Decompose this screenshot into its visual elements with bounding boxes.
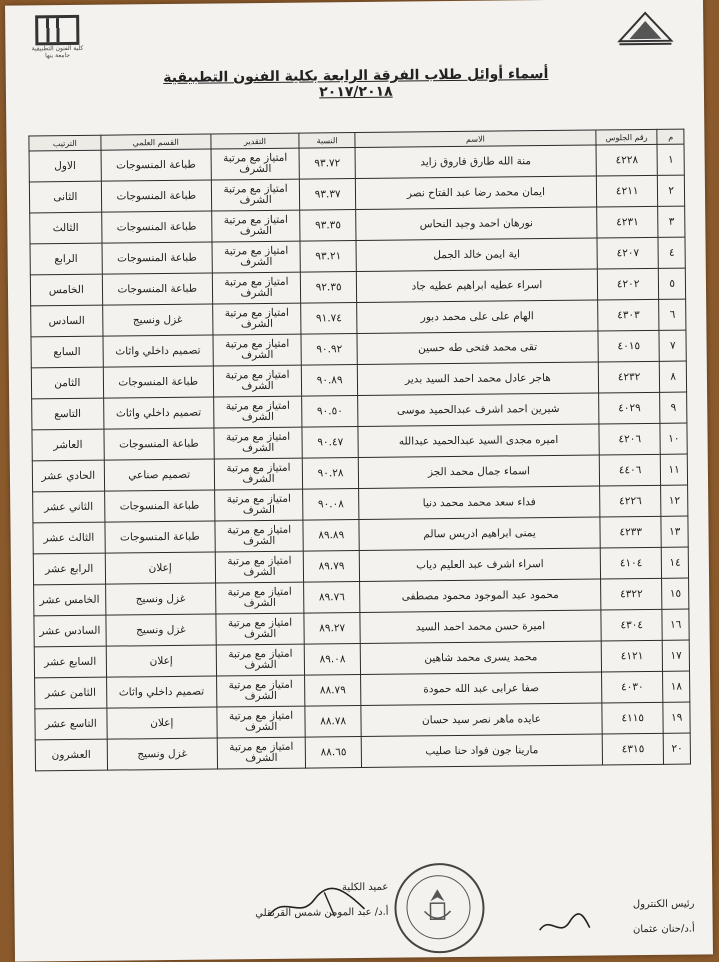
- cell-pct: ٩٠.٠٨: [303, 489, 359, 521]
- cell-seat: ٤٤٠٦: [599, 454, 661, 486]
- cell-num: ٩: [660, 392, 687, 423]
- cell-num: ١٣: [661, 516, 688, 547]
- cell-dept: تصميم داخلي واثاث: [103, 335, 213, 367]
- cell-rank: الرابع: [30, 243, 102, 275]
- cell-rank: الخامس: [30, 274, 102, 306]
- cell-name: اسراء عطيه ابراهيم عطيه جاد: [356, 269, 597, 303]
- cell-name: تقى محمد فتحى طه حسين: [357, 331, 598, 365]
- cell-pct: ٩٣.٣٧: [300, 179, 356, 211]
- cell-grade: امتياز مع مرتبة الشرف: [215, 551, 304, 583]
- cell-pct: ٩٠.٢٨: [303, 458, 359, 490]
- cell-grade: امتياز مع مرتبة الشرف: [211, 179, 300, 211]
- cell-pct: ٨٩.٢٧: [304, 612, 360, 644]
- cell-rank: السادس عشر: [34, 615, 106, 647]
- cell-seat: ٤٠٢٩: [599, 392, 661, 424]
- cell-pct: ٨٩.٠٨: [304, 643, 360, 675]
- document-page: [5, 0, 713, 962]
- cell-rank: الحادي عشر: [32, 460, 104, 492]
- cell-pct: ٩٣.٢١: [300, 241, 356, 273]
- cell-dept: طباعة المنسوجات: [101, 211, 211, 243]
- cell-num: ١٧: [663, 640, 690, 671]
- cell-rank: السابع: [31, 336, 103, 368]
- cell-dept: غزل ونسيج: [105, 583, 215, 615]
- cell-grade: امتياز مع مرتبة الشرف: [214, 458, 303, 490]
- cell-name: فداء سعد محمد محمد دنيا: [359, 486, 600, 520]
- cell-num: ١١: [661, 454, 688, 485]
- cell-rank: الثانى: [29, 181, 101, 213]
- cell-seat: ٤٣١٥: [602, 733, 664, 765]
- cell-grade: امتياز مع مرتبة الشرف: [211, 148, 300, 180]
- cell-grade: امتياز مع مرتبة الشرف: [214, 489, 303, 521]
- cell-rank: الثامن عشر: [35, 677, 107, 709]
- cell-name: نورهان احمد وجيد النحاس: [356, 207, 597, 241]
- official-seal: [394, 863, 485, 954]
- cell-grade: امتياز مع مرتبة الشرف: [216, 675, 305, 707]
- cell-num: ١٢: [661, 485, 688, 516]
- cell-seat: ٤٢٢٨: [596, 144, 658, 176]
- cell-grade: امتياز مع مرتبة الشرف: [216, 644, 305, 676]
- honors-table: [28, 129, 691, 772]
- cell-grade: امتياز مع مرتبة الشرف: [213, 365, 302, 397]
- cell-rank: السادس: [31, 305, 103, 337]
- header-pct: النسبة: [299, 133, 355, 149]
- cell-name: منة الله طارق فاروق زايد: [355, 145, 596, 179]
- cell-num: ١٥: [662, 578, 689, 609]
- cell-name: مارينا جون فواد حنا صليب: [361, 734, 602, 768]
- cell-grade: امتياز مع مرتبة الشرف: [214, 427, 303, 459]
- cell-grade: امتياز مع مرتبة الشرف: [217, 706, 306, 738]
- cell-seat: ٤٢٣٣: [600, 516, 662, 548]
- college-logo: [29, 15, 85, 60]
- college-logo-caption: كلية الفنون التطبيقية جامعة بنها: [31, 44, 84, 60]
- cell-name: صفا عرابى عبد الله حمودة: [361, 672, 602, 706]
- cell-rank: الثالث: [30, 212, 102, 244]
- cell-rank: التاسع عشر: [35, 708, 107, 740]
- cell-name: عايده ماهر نصر سيد حسان: [361, 703, 602, 737]
- cell-rank: السابع عشر: [34, 646, 106, 678]
- cell-num: ١٨: [663, 671, 690, 702]
- cell-num: ١٤: [662, 547, 689, 578]
- cell-num: ٢٠: [664, 733, 691, 764]
- cell-pct: ٩٣.٧٢: [299, 148, 355, 180]
- cell-grade: امتياز مع مرتبة الشرف: [215, 520, 304, 552]
- university-logo: [617, 11, 673, 48]
- cell-dept: إعلان: [105, 552, 215, 584]
- cell-grade: امتياز مع مرتبة الشرف: [213, 396, 302, 428]
- cell-dept: غزل ونسيج: [106, 614, 216, 646]
- cell-name: اميرة حسن محمد احمد السيد: [360, 610, 601, 644]
- cell-name: اسراء اشرف عبد العليم دياب: [359, 548, 600, 582]
- cell-rank: الخامس عشر: [34, 584, 106, 616]
- dean-name: أ.د/ عبد المومن شمس القرنقلي: [255, 906, 389, 920]
- cell-dept: طباعة المنسوجات: [104, 428, 214, 460]
- cell-pct: ٩١.٧٤: [301, 303, 357, 335]
- cell-name: يمنى ابراهيم ادريس سالم: [359, 517, 600, 551]
- cell-grade: امتياز مع مرتبة الشرف: [213, 334, 302, 366]
- cell-name: اسماء جمال محمد الجز: [358, 455, 599, 489]
- dean-title: عميد الكلية: [341, 881, 389, 894]
- cell-dept: طباعة المنسوجات: [105, 521, 215, 553]
- cell-seat: ٤٢٣٢: [598, 361, 660, 393]
- cell-num: ٥: [659, 268, 686, 299]
- cell-pct: ٨٩.٧٩: [304, 551, 360, 583]
- document-title: أسماء أوائل طلاب الفرقة الرابعة بكلية الفنون التطبيقية ٢٠١٧/٢٠١٨: [163, 65, 549, 101]
- cell-dept: تصميم صناعي: [104, 459, 214, 491]
- cell-grade: امتياز مع مرتبة الشرف: [215, 582, 304, 614]
- cell-name: محمود عبد الموجود محمود مصطفى: [360, 579, 601, 613]
- dean-handwritten-signature: [264, 884, 374, 925]
- cell-num: ١٠: [660, 423, 687, 454]
- header-seat: رقم الجلوس: [596, 129, 658, 145]
- cell-dept: طباعة المنسوجات: [102, 242, 212, 274]
- cell-num: ٣: [658, 206, 685, 237]
- cell-seat: ٤٢٢٦: [600, 485, 662, 517]
- cell-dept: تصميم داخلي واثاث: [103, 397, 213, 429]
- cell-grade: امتياز مع مرتبة الشرف: [212, 241, 301, 273]
- cell-num: ١٩: [663, 702, 690, 733]
- cell-pct: ٨٩.٧٦: [304, 581, 360, 613]
- cell-rank: العشرون: [35, 739, 107, 771]
- cell-grade: امتياز مع مرتبة الشرف: [213, 303, 302, 335]
- cell-num: ٢: [658, 175, 685, 206]
- cell-num: ٦: [659, 299, 686, 330]
- cell-dept: طباعة المنسوجات: [104, 490, 214, 522]
- cell-name: هاجر عادل محمد احمد السيد بدير: [357, 362, 598, 396]
- cell-rank: الاول: [29, 150, 101, 182]
- cell-grade: امتياز مع مرتبة الشرف: [212, 272, 301, 304]
- header-rank: الترتيب: [29, 135, 101, 151]
- cell-dept: طباعة المنسوجات: [101, 149, 211, 181]
- cell-pct: ٨٨.٦٥: [305, 736, 361, 768]
- control-handwritten-signature: [535, 910, 595, 941]
- cell-dept: إعلان: [106, 645, 216, 677]
- cell-dept: طباعة المنسوجات: [101, 180, 211, 212]
- cell-rank: التاسع: [32, 398, 104, 430]
- cell-num: ١: [657, 144, 684, 175]
- cell-name: شيرين احمد اشرف عبدالحميد موسى: [358, 393, 599, 427]
- cell-grade: امتياز مع مرتبة الشرف: [217, 737, 306, 769]
- cell-rank: الثالث عشر: [33, 522, 105, 554]
- header-num: م: [657, 129, 684, 144]
- cell-pct: ٩٠.٤٧: [302, 427, 358, 459]
- control-name: أ.د/حنان عثمان: [632, 923, 695, 936]
- header-name: الاسم: [355, 130, 596, 148]
- cell-num: ١٦: [662, 609, 689, 640]
- header-dept: القسم العلمي: [101, 134, 211, 150]
- cell-pct: ٨٩.٨٩: [303, 520, 359, 552]
- cell-name: ايمان محمد رضا عبد الفتاح نصر: [355, 176, 596, 210]
- cell-dept: إعلان: [107, 707, 217, 739]
- cell-pct: ٩٢.٣٥: [301, 272, 357, 304]
- cell-pct: ٨٨.٧٩: [305, 674, 361, 706]
- cell-seat: ٤١٢١: [601, 640, 663, 672]
- cell-name: اميره مجدى السيد عبدالحميد عبدالله: [358, 424, 599, 458]
- cell-pct: ٩٣.٣٥: [300, 210, 356, 242]
- cell-grade: امتياز مع مرتبة الشرف: [216, 613, 305, 645]
- cell-seat: ٤٢٣١: [597, 206, 659, 238]
- cell-grade: امتياز مع مرتبة الشرف: [212, 210, 301, 242]
- cell-seat: ٤١٠٤: [600, 547, 662, 579]
- cell-name: اية ايمن خالد الجمل: [356, 238, 597, 272]
- cell-dept: غزل ونسيج: [102, 304, 212, 336]
- cell-pct: ٩٠.٩٢: [301, 334, 357, 366]
- table-row: [35, 733, 690, 771]
- cell-seat: ٤٠٣٠: [601, 671, 663, 703]
- cell-num: ٧: [659, 330, 686, 361]
- cell-seat: ٤٢٠٧: [597, 237, 659, 269]
- header-grade: التقدير: [211, 133, 300, 149]
- cell-name: محمد يسرى محمد شاهين: [360, 641, 601, 675]
- cell-pct: ٨٨.٧٨: [305, 705, 361, 737]
- cell-rank: الرابع عشر: [33, 553, 105, 585]
- cell-pct: ٩٠.٨٩: [302, 365, 358, 397]
- cell-seat: ٤٢١١: [596, 175, 658, 207]
- cell-seat: ٤٢٠٦: [599, 423, 661, 455]
- cell-num: ٨: [660, 361, 687, 392]
- cell-seat: ٤٣٠٣: [598, 299, 660, 331]
- cell-seat: ٤٣٢٢: [600, 578, 662, 610]
- cell-rank: الثاني عشر: [33, 491, 105, 523]
- cell-dept: غزل ونسيج: [107, 738, 217, 770]
- cell-dept: طباعة المنسوجات: [102, 273, 212, 305]
- cell-rank: العاشر: [32, 429, 104, 461]
- cell-name: الهام على على محمد دبور: [357, 300, 598, 334]
- cell-rank: الثامن: [31, 367, 103, 399]
- cell-seat: ٤١١٥: [602, 702, 664, 734]
- cell-num: ٤: [658, 237, 685, 268]
- college-logo-mark: [35, 15, 79, 45]
- cell-pct: ٩٠.٥٠: [302, 396, 358, 428]
- cell-seat: ٤٠١٥: [598, 330, 660, 362]
- cell-seat: ٤٢٠٢: [597, 268, 659, 300]
- cell-dept: تصميم داخلي واثاث: [106, 676, 216, 708]
- cell-seat: ٤٣٠٤: [601, 609, 663, 641]
- control-title: رئيس الكنترول: [632, 898, 695, 911]
- cell-dept: طباعة المنسوجات: [103, 366, 213, 398]
